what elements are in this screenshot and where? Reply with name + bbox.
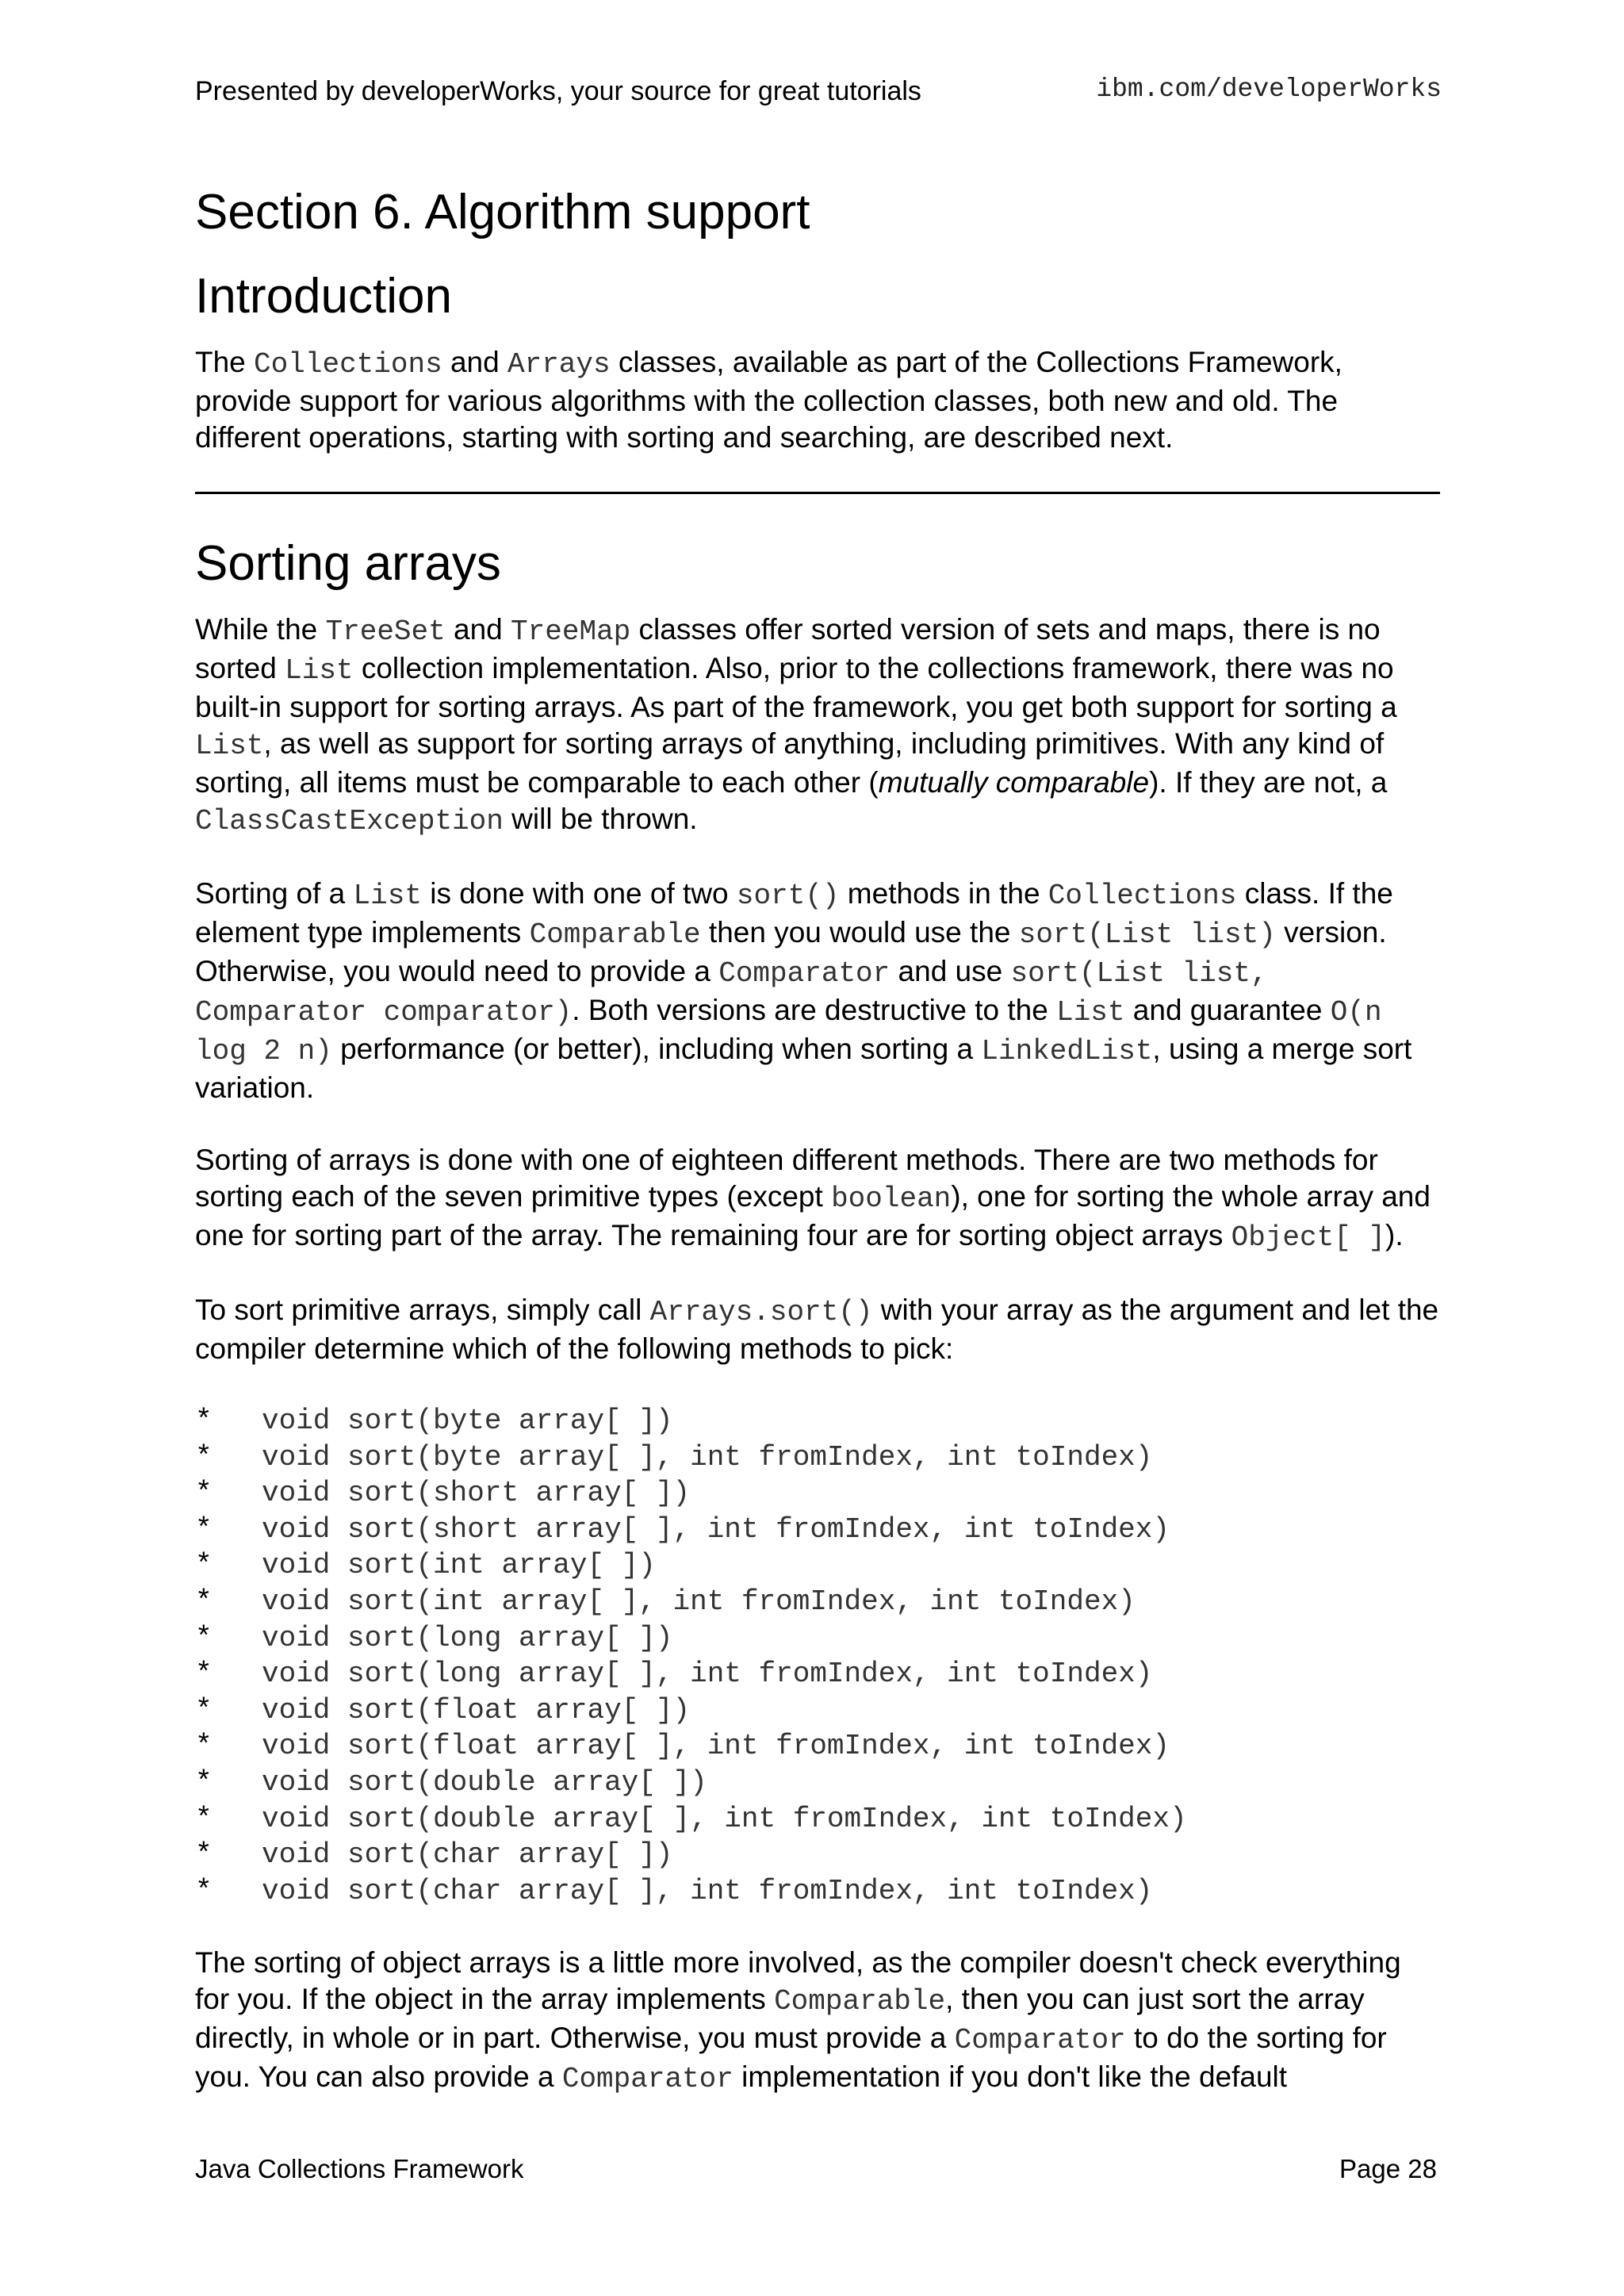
bullet-marker: * <box>195 1477 213 1510</box>
bullet-marker: * <box>195 1405 213 1437</box>
sort-signature-item <box>195 1728 1440 1765</box>
signature-text: void sort(double array[ ], int fromIndex, int toIndex) <box>262 1802 1187 1835</box>
bullet-marker: * <box>195 1874 213 1907</box>
text-run: is done with one of two <box>421 877 737 910</box>
bullet-marker: * <box>195 1693 213 1727</box>
sort-signature-item <box>195 1439 1440 1476</box>
text-run: The <box>195 346 255 378</box>
sort-signature-item <box>195 1692 1440 1729</box>
inline-code: sort() <box>736 880 840 912</box>
sort-signature-item <box>195 1620 1440 1657</box>
inline-code: boolean <box>831 1182 952 1215</box>
inline-code: Object[ ] <box>1231 1221 1386 1254</box>
section-divider <box>195 492 1440 494</box>
bullet-marker: * <box>195 1838 213 1872</box>
sorting-title: Sorting arrays <box>195 536 501 591</box>
section-title: Section 6. Algorithm support <box>195 185 810 240</box>
bullet-marker: * <box>195 1658 213 1691</box>
text-run: ). If they are not, a <box>1149 766 1388 799</box>
sorting-paragraph-3 <box>195 1142 1440 1256</box>
sort-signature-list <box>195 1403 1440 1909</box>
text-run: performance (or better), including when sorting a <box>331 1033 982 1065</box>
text-run: ). <box>1385 1219 1404 1251</box>
text-run: with your array as the argument and let the compiler determine which of the following methods to pick: <box>195 1294 1439 1365</box>
signature-text: void sort(float array[ ]) <box>262 1693 691 1727</box>
signature-text: void sort(long array[ ]) <box>262 1621 673 1654</box>
sort-signature-item <box>195 1656 1440 1692</box>
bullet-marker: * <box>195 1802 213 1835</box>
bullet-marker: * <box>195 1440 213 1474</box>
page-number: Page 28 <box>1339 2154 1437 2183</box>
inline-code: sort(List list) <box>1018 918 1276 951</box>
text-run: While the <box>195 613 326 646</box>
inline-code: Comparable <box>529 918 701 951</box>
signature-text: void sort(char array[ ], int fromIndex, int toIndex) <box>262 1874 1153 1907</box>
text-run: ), one for sorting the whole array and one for sorting part of the array. The remaining four are for sorting object arrays <box>195 1180 1431 1251</box>
sort-signature-item <box>195 1801 1440 1838</box>
signature-text: void sort(short array[ ], int fromIndex, int toIndex) <box>262 1512 1170 1546</box>
intro-paragraph <box>195 344 1440 456</box>
text-run: and guarantee <box>1124 994 1331 1026</box>
text-run: The sorting of object arrays is a little more involved, as the compiler doesn't check everything for you. If the object in the array implements <box>195 1946 1401 2016</box>
page-content <box>195 182 1440 2133</box>
sorting-paragraph-2 <box>195 876 1440 1106</box>
inline-code: Collections <box>254 348 442 381</box>
intro-title: Introduction <box>195 269 452 324</box>
text-run: implementation if you don't like the default <box>733 2060 1288 2094</box>
text-run: , as well as support for sorting arrays of anything, including primitives. With any kind of sorting, all items must be comparable to each other ( <box>195 727 1385 799</box>
text-run: . Both versions are destructive to the <box>572 994 1057 1026</box>
text-run: , then you can just sort the array directly, in whole or in part. Otherwise, you must provide a <box>195 1983 1365 2055</box>
header-left-text: Presented by developerWorks, your source for great tutorials <box>195 76 921 106</box>
signature-text: void sort(short array[ ]) <box>262 1477 691 1510</box>
bullet-marker: * <box>195 1512 213 1546</box>
sort-signature-item <box>195 1584 1440 1620</box>
signature-text: void sort(long array[ ], int fromIndex, int toIndex) <box>262 1658 1153 1691</box>
bullet-marker: * <box>195 1549 213 1582</box>
text-run: classes offer sorted version of sets and maps, there is no sorted <box>195 613 1381 684</box>
sort-signature-item <box>195 1547 1440 1584</box>
text-run: collection implementation. Also, prior to the collections framework, there was no built-in support for sorting arrays. As part of the framework, you get both support for sorting a <box>195 652 1397 723</box>
signature-text: void sort(float array[ ], int fromIndex, int toIndex) <box>262 1730 1170 1763</box>
text-run: version. Otherwise, you would need to provide a <box>195 916 1387 987</box>
text-run: and <box>442 346 508 378</box>
text-run: class. If the element type implements <box>195 877 1393 949</box>
text-run: will be thrown. <box>503 803 698 835</box>
inline-code: ClassCastException <box>195 805 504 838</box>
text-run: and use <box>890 955 1011 987</box>
inline-code: Arrays <box>507 348 611 381</box>
sorting-paragraph-1 <box>195 611 1440 840</box>
text-run: , using a merge sort variation. <box>195 1033 1412 1104</box>
signature-text: void sort(byte array[ ]) <box>262 1405 673 1437</box>
inline-code: Collections <box>1048 880 1237 912</box>
sort-signature-item <box>195 1403 1440 1439</box>
closing-paragraph <box>195 1945 1440 2098</box>
inline-code: Arrays.sort() <box>649 1296 873 1328</box>
signature-text: void sort(int array[ ]) <box>262 1549 656 1582</box>
sort-signature-item <box>195 1873 1440 1910</box>
signature-text: void sort(char array[ ]) <box>262 1838 673 1872</box>
text-run: to do the sorting for you. You can also provide a <box>195 2022 1387 2094</box>
inline-code: TreeMap <box>511 615 631 648</box>
signature-text: void sort(int array[ ], int fromIndex, int toIndex) <box>262 1585 1136 1618</box>
inline-code: List <box>195 730 264 762</box>
inline-code: Comparator <box>561 2063 733 2096</box>
inline-code: Comparator <box>718 957 891 990</box>
inline-code: TreeSet <box>325 615 446 648</box>
text-run: To sort primitive arrays, simply call <box>195 1294 650 1326</box>
inline-code: List <box>353 880 422 912</box>
text-run: methods in the <box>839 877 1048 910</box>
inline-code: Comparator <box>954 2024 1126 2057</box>
header-right-url: ibm.com/developerWorks <box>1096 75 1442 104</box>
signature-text: void sort(byte array[ ], int fromIndex, int toIndex) <box>262 1440 1153 1474</box>
sorting-paragraph-4 <box>195 1292 1440 1367</box>
sort-signature-item <box>195 1475 1440 1512</box>
text-run: Sorting of a <box>195 877 354 910</box>
sort-signature-item <box>195 1765 1440 1801</box>
bullet-marker: * <box>195 1621 213 1654</box>
bullet-marker: * <box>195 1765 213 1799</box>
inline-code: Comparable <box>774 1985 946 2018</box>
text-run: classes, available as part of the Collections Framework, provide support for various algorithms with the collection classes, both new and old. The different operations, starting with sorting and searching, are described next. <box>195 346 1342 454</box>
text-run: and <box>445 613 511 646</box>
inline-code: List <box>285 654 354 687</box>
inline-code: LinkedList <box>981 1035 1153 1068</box>
inline-code: sort(List list, Comparator comparator) <box>195 957 1268 1029</box>
signature-text: void sort(double array[ ]) <box>262 1765 707 1799</box>
bullet-marker: * <box>195 1585 213 1618</box>
emphasis-text: mutually comparable <box>878 766 1150 799</box>
text-run: then you would use the <box>700 916 1019 949</box>
text-run: Sorting of arrays is done with one of eighteen different methods. There are two methods for sorting each of the seven primitive types (except <box>195 1144 1378 1213</box>
inline-code: O(n log 2 n) <box>195 996 1382 1068</box>
sort-signature-item <box>195 1837 1440 1873</box>
sort-signature-item <box>195 1512 1440 1548</box>
bullet-marker: * <box>195 1730 213 1763</box>
footer-left-text: Java Collections Framework <box>195 2154 524 2183</box>
inline-code: List <box>1056 996 1125 1029</box>
